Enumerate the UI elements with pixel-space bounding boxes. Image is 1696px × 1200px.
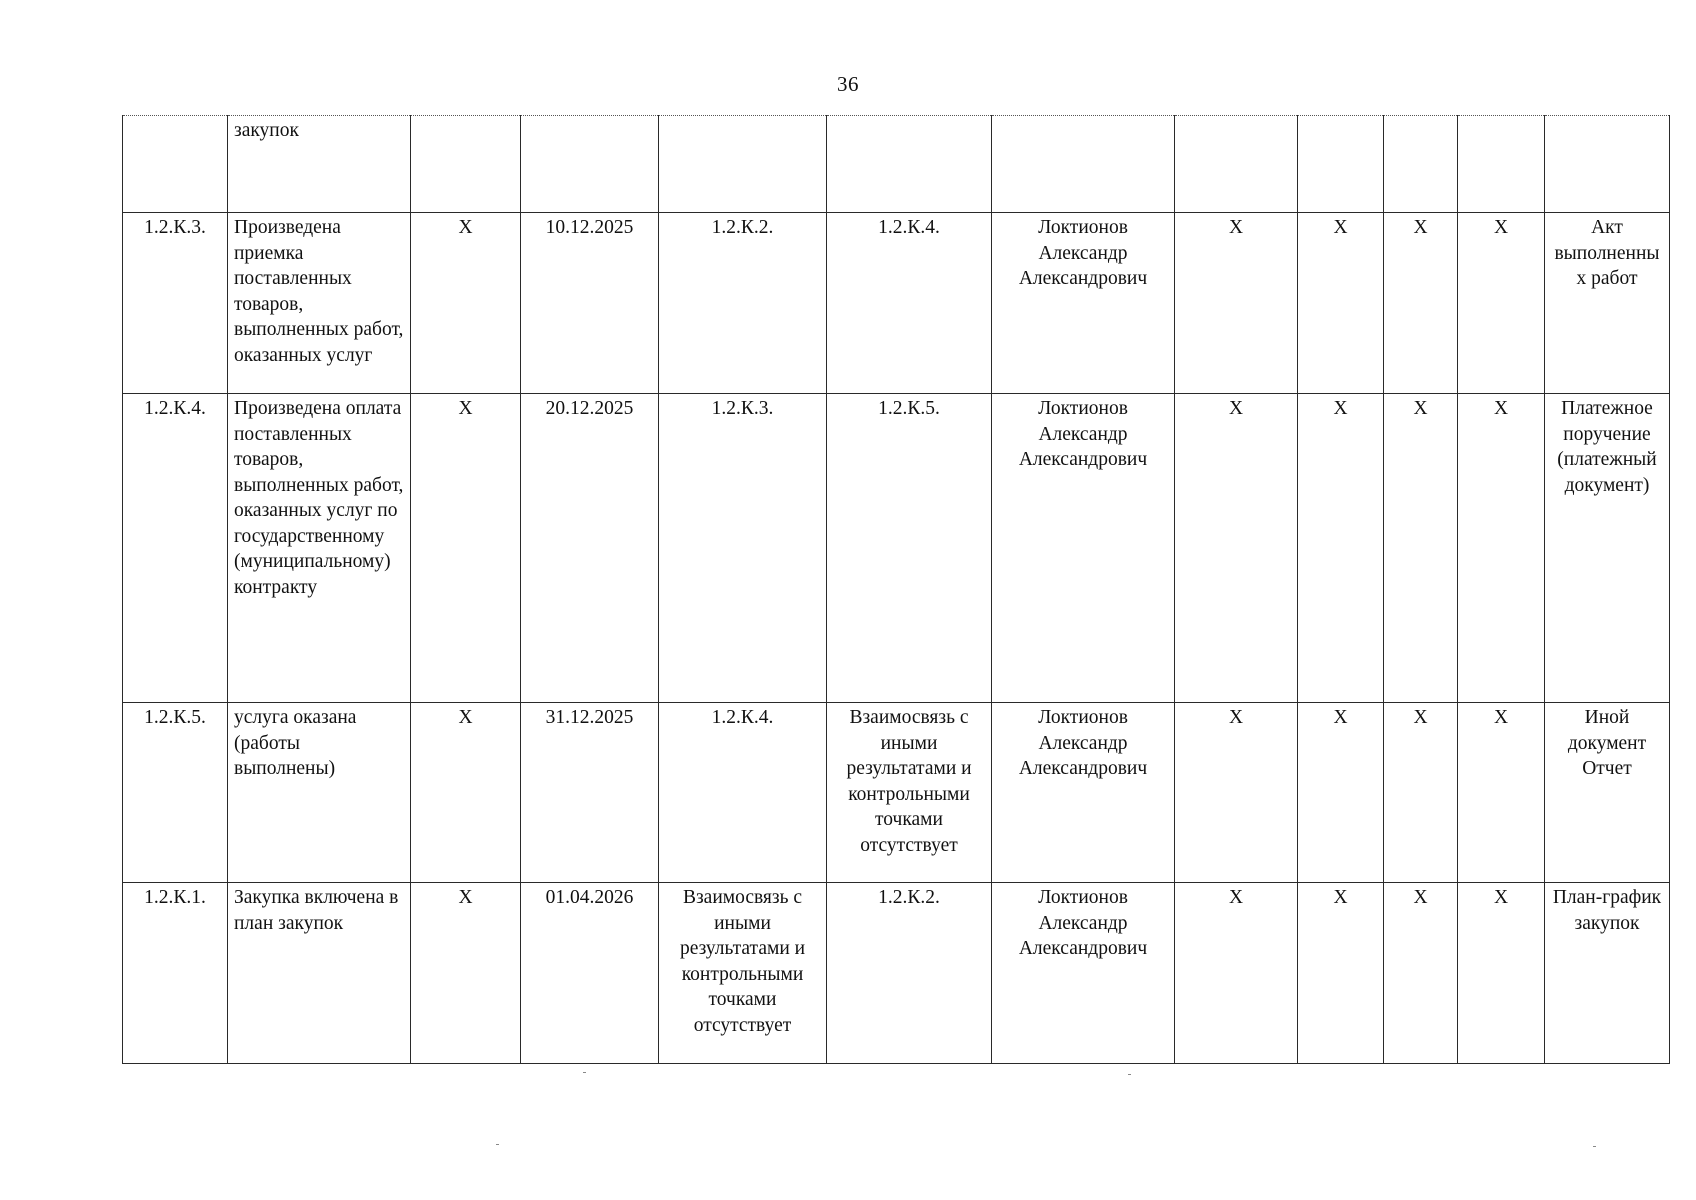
row-x-mark: X [1175,703,1298,883]
row-responsible: Локтионов Александр Александрович [992,703,1175,883]
row-x-mark: X [411,883,521,1064]
control-points-table [122,115,1670,1064]
row-responsible [992,116,1175,213]
row-x-mark: X [1298,394,1384,703]
row-x-mark [1298,116,1384,213]
row-code: 1.2.К.3. [123,213,228,394]
row-date: 31.12.2025 [521,703,659,883]
row-document [1545,116,1670,213]
row-date: 20.12.2025 [521,394,659,703]
row-x-mark: X [1175,394,1298,703]
row-x-mark: X [1384,703,1458,883]
row-document: План-график закупок [1545,883,1670,1064]
row-x-mark: X [1384,883,1458,1064]
row-x-mark: X [411,394,521,703]
row-x-mark [411,116,521,213]
row-prev-point: 1.2.К.4. [659,703,827,883]
row-name: Произведена приемка поставленных товаров, выполненных работ, оказанных услуг [228,213,411,394]
row-name: Произведена оплата поставленных товаров, выполненных работ, оказанных услуг по государственному (муниципальному) контракту [228,394,411,703]
scan-speck [1128,1074,1131,1075]
row-x-mark: X [1175,883,1298,1064]
row-responsible: Локтионов Александр Александрович [992,394,1175,703]
row-document: Акт выполненных работ [1545,213,1670,394]
row-next-point: Взаимосвязь с иными результатами и контрольными точками отсутствует [827,703,992,883]
row-date: 01.04.2026 [521,883,659,1064]
table-row [123,116,1670,213]
row-prev-point [659,116,827,213]
row-next-point: 1.2.К.5. [827,394,992,703]
row-date: 10.12.2025 [521,213,659,394]
row-x-mark [1458,116,1545,213]
row-x-mark: X [1458,703,1545,883]
row-date [521,116,659,213]
row-next-point [827,116,992,213]
row-x-mark: X [1458,883,1545,1064]
row-next-point: 1.2.К.2. [827,883,992,1064]
row-responsible: Локтионов Александр Александрович [992,883,1175,1064]
row-prev-point: 1.2.К.2. [659,213,827,394]
row-prev-point: Взаимосвязь с иными результатами и контрольными точками отсутствует [659,883,827,1064]
scan-speck [583,1072,586,1073]
scan-speck [1593,1146,1596,1147]
row-x-mark: X [1175,213,1298,394]
row-x-mark: X [1298,213,1384,394]
table-row [123,394,1670,703]
row-document: Платежное поручение (платежный документ) [1545,394,1670,703]
row-x-mark: X [411,703,521,883]
table-row [123,213,1670,394]
row-x-mark: X [1298,703,1384,883]
row-x-mark [1384,116,1458,213]
row-code: 1.2.К.1. [123,883,228,1064]
page-number: 36 [837,72,859,96]
row-x-mark [1175,116,1298,213]
table-row [123,703,1670,883]
row-name: Закупка включена в план закупок [228,883,411,1064]
row-x-mark: X [1298,883,1384,1064]
row-code: 1.2.К.5. [123,703,228,883]
table-row [123,883,1670,1064]
row-x-mark: X [1384,213,1458,394]
row-name: услуга оказана (работы выполнены) [228,703,411,883]
row-x-mark: X [1458,213,1545,394]
row-prev-point: 1.2.К.3. [659,394,827,703]
row-next-point: 1.2.К.4. [827,213,992,394]
row-name: закупок [228,116,411,213]
row-code [123,116,228,213]
row-responsible: Локтионов Александр Александрович [992,213,1175,394]
scan-speck [496,1144,499,1145]
row-x-mark: X [411,213,521,394]
row-x-mark: X [1458,394,1545,703]
row-code: 1.2.К.4. [123,394,228,703]
row-document: Иной документ Отчет [1545,703,1670,883]
row-x-mark: X [1384,394,1458,703]
